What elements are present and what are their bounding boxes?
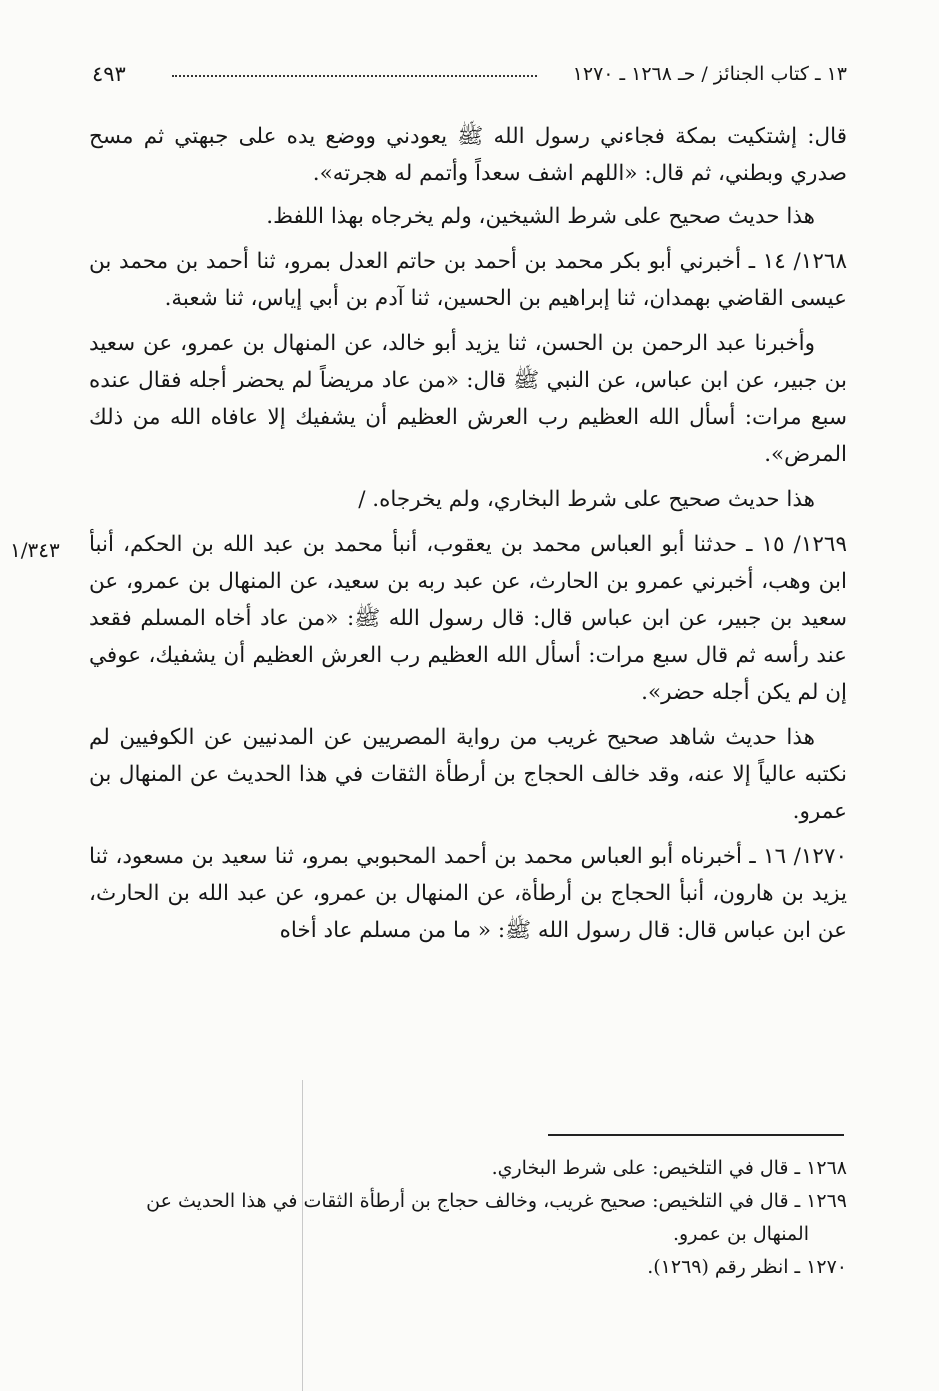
- footnote-1268: ١٢٦٨ ـ قال في التلخيص: على شرط البخاري.: [491, 1157, 847, 1179]
- paragraph-2: هذا حديث صحيح على شرط الشيخين، ولم يخرجاه بهذا اللفظ.: [266, 204, 815, 229]
- footnote-separator: [548, 1134, 844, 1136]
- footnote-1269: ١٢٦٩ ـ قال في التلخيص: صحيح غريب، وخالف حجاج بن أرطأة الثقات في هذا الحديث عن: [146, 1190, 847, 1212]
- main-text: [89, 118, 847, 955]
- footnote-1269-continued: المنهال بن عمرو.: [673, 1223, 809, 1245]
- header-dot-leader: [172, 75, 537, 77]
- hadith-1270: ١٢٧٠/ ١٦ ـ أخبرناه أبو العباس محمد بن أحمد المحبوبي بمرو، ثنا سعيد بن مسعود، ثنا يزيد بن هارون، أنبأ الحجاج بن أرطأة، عن المنهال بن عمرو، عن عبد الله بن الحارث، عن ابن عباس قال: قال رسول الله ﷺ: « ما من مسلم عاد أخاه: [89, 844, 848, 943]
- paragraph-5: هذا حديث صحيح على شرط البخاري، ولم يخرجاه. /: [358, 487, 815, 512]
- hadith-1268: ١٢٦٨/ ١٤ ـ أخبرني أبو بكر محمد بن أحمد بن حاتم العدل بمرو، ثنا أحمد بن محمد بن عيسى القاضي بهمدان، ثنا إبراهيم بن الحسين، ثنا آدم بن أبي إياس، ثنا شعبة.: [89, 249, 847, 311]
- running-title: ١٣ ـ كتاب الجنائز / حـ ١٢٦٨ ـ ١٢٧٠: [572, 63, 847, 85]
- footnote-1270: ١٢٧٠ ـ انظر رقم (١٢٦٩).: [647, 1256, 847, 1278]
- hadith-1269: ١٢٦٩/ ١٥ ـ حدثنا أبو العباس محمد بن يعقوب، أنبأ محمد بن عبد الله بن الحكم، أنبأ ابن وهب، أخبرني عمرو بن الحارث، عن عبد ربه بن سعيد، عن المنهال بن عمرو، عن سعيد بن جبير، عن ابن عباس قال: قال رسول الله ﷺ: «من عاد أخاه المسلم فقعد عند رأسه ثم قال سبع مرات: أسأل الله العظيم رب العرش العظيم أن يشفيك، عوفي إن لم يكن أجله حضر».: [89, 532, 848, 705]
- page-number: ٤٩٣: [92, 62, 126, 86]
- paragraph-7: هذا حديث شاهد صحيح غريب من رواية المصريين عن المدنيين عن الكوفيين لم نكتبه عالياً إلا عنه، وقد خالف الحجاج بن أرطأة الثقات في هذا الحديث عن المنهال بن عمرو.: [89, 725, 847, 824]
- paragraph-4: وأخبرنا عبد الرحمن بن الحسن، ثنا يزيد أبو خالد، عن المنهال بن عمرو، عن سعيد بن جبير، عن ابن عباس، عن النبي ﷺ قال: «من عاد مريضاً لم يحضر أجله فقال عنده سبع مرات: أسأل الله العظيم رب العرش العظيم أن يشفيك إلا عافاه الله من ذلك المرض».: [89, 331, 847, 467]
- footnotes: [87, 1152, 847, 1284]
- running-header: [92, 58, 847, 90]
- margin-reference: ١/٣٤٣: [10, 538, 60, 562]
- paragraph-1: قال: إشتكيت بمكة فجاءني رسول الله ﷺ يعودني ووضع يده على جبهتي ثم مسح صدري وبطني، ثم قال: «اللهم اشف سعداً وأتمم له هجرته».: [89, 124, 847, 186]
